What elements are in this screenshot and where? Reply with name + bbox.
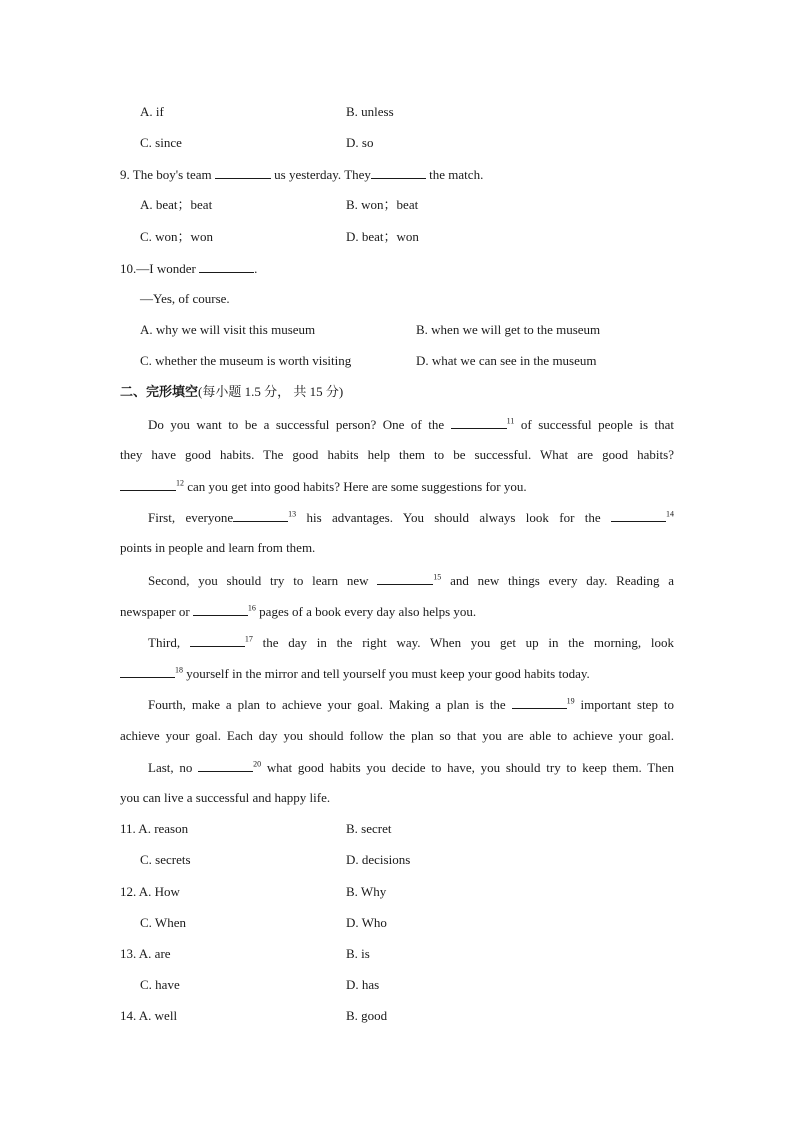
passage-text: the day in the right way. When you get up in the morning, look bbox=[262, 635, 675, 650]
passage-text: important step to bbox=[580, 697, 674, 712]
passage-text: First, everyone bbox=[148, 510, 234, 525]
passage-text: Third, bbox=[148, 635, 181, 650]
blank-16 bbox=[193, 603, 248, 616]
q14-option-a: 14. A. well bbox=[120, 1008, 178, 1023]
blank-11 bbox=[451, 416, 507, 429]
passage-p6-line1 bbox=[120, 759, 674, 776]
passage-text: newspaper or bbox=[120, 604, 190, 619]
section-title: 二、完形填空 bbox=[120, 385, 199, 400]
q10-option-d: D. what we can see in the museum bbox=[416, 353, 597, 368]
passage-text: his advantages. You should always look for the bbox=[306, 510, 601, 525]
q8-option-c: C. since bbox=[140, 135, 182, 150]
q9-blank-1 bbox=[215, 166, 271, 179]
q10-blank bbox=[199, 260, 254, 273]
passage-p5-line1 bbox=[120, 696, 674, 713]
blank-number-11: 11 bbox=[506, 416, 515, 426]
blank-number-16: 16 bbox=[247, 603, 256, 613]
q10-stem bbox=[120, 260, 257, 277]
q10-reply: —Yes, of course. bbox=[140, 291, 230, 306]
passage-p2-line2: points in people and learn from them. bbox=[120, 540, 316, 555]
passage-p1-line2: they have good habits. The good habits help them to be successful. What are good habits? bbox=[120, 447, 674, 462]
passage-p1-line3 bbox=[120, 478, 527, 495]
blank-number-19: 19 bbox=[566, 696, 575, 706]
blank-13 bbox=[233, 509, 288, 522]
blank-14 bbox=[611, 509, 666, 522]
q12-option-c: C. When bbox=[140, 915, 186, 930]
q13-option-a: 13. A. are bbox=[120, 946, 171, 961]
q9-text-part3: the match. bbox=[429, 167, 484, 182]
blank-number-17: 17 bbox=[244, 634, 253, 644]
q9-text-part2: us yesterday. They bbox=[274, 167, 371, 182]
q11-option-a: 11. A. reason bbox=[120, 821, 189, 836]
passage-text: Second, you should try to learn new bbox=[148, 573, 369, 588]
q14-option-b: B. good bbox=[346, 1008, 388, 1023]
q8-option-b: B. unless bbox=[346, 104, 394, 119]
q13-option-c: C. have bbox=[140, 977, 180, 992]
q13-option-b: B. is bbox=[346, 946, 370, 961]
q8-option-d: D. so bbox=[346, 135, 374, 150]
passage-p5-line2: achieve your goal. Each day you should follow the plan so that you are able to achieve your goal. bbox=[120, 728, 674, 743]
passage-p3-line1 bbox=[120, 572, 674, 589]
passage-p6-line2: you can live a successful and happy life. bbox=[120, 790, 331, 805]
passage-p4-line2 bbox=[120, 665, 590, 682]
passage-text: what good habits you decide to have, you should try to keep them. Then bbox=[266, 760, 674, 775]
section-scoring-note: (每小题 1.5 分， 共 15 分) bbox=[198, 384, 344, 399]
q10-option-c: C. whether the museum is worth visiting bbox=[140, 353, 352, 368]
q8-option-a: A. if bbox=[140, 104, 164, 119]
q12-option-d: D. Who bbox=[346, 915, 387, 930]
q12-option-b: B. Why bbox=[346, 884, 387, 899]
blank-20 bbox=[198, 759, 253, 772]
q12-option-a: 12. A. How bbox=[120, 884, 180, 899]
q9-blank-2 bbox=[371, 166, 426, 179]
q11-option-c: C. secrets bbox=[140, 852, 191, 867]
q10-stem-end: . bbox=[254, 261, 258, 276]
blank-17 bbox=[190, 634, 245, 647]
q11-option-d: D. decisions bbox=[346, 852, 411, 867]
passage-p1-line1 bbox=[120, 416, 674, 433]
q9-option-c: C. won；won bbox=[140, 229, 213, 244]
q10-option-a: A. why we will visit this museum bbox=[140, 322, 316, 337]
q9-text-part1: The boy's team bbox=[132, 167, 212, 182]
blank-number-18: 18 bbox=[175, 665, 183, 675]
q11-option-b: B. secret bbox=[346, 821, 392, 836]
q9-number: 9. bbox=[120, 167, 130, 182]
blank-12 bbox=[120, 478, 176, 491]
blank-number-14: 14 bbox=[666, 509, 675, 519]
q10-option-b: B. when we will get to the museum bbox=[416, 322, 601, 337]
passage-text: can you get into good habits? Here are some suggestions for you. bbox=[187, 479, 527, 494]
blank-18 bbox=[120, 665, 175, 678]
passage-p3-line2 bbox=[120, 603, 476, 620]
q9-option-a: A. beat；beat bbox=[140, 197, 213, 212]
passage-text: Last, no bbox=[148, 760, 193, 775]
passage-p2-line1 bbox=[120, 509, 674, 526]
blank-19 bbox=[512, 696, 567, 709]
passage-text: Do you want to be a successful person? One of the bbox=[148, 417, 445, 432]
passage-text: pages of a book every day also helps you. bbox=[259, 604, 477, 619]
section-heading bbox=[120, 384, 343, 401]
q13-option-d: D. has bbox=[346, 977, 380, 992]
passage-text: and new things every day. Reading a bbox=[450, 573, 675, 588]
blank-number-15: 15 bbox=[433, 572, 442, 582]
q9-option-b: B. won；beat bbox=[346, 197, 419, 212]
blank-number-13: 13 bbox=[288, 509, 297, 519]
blank-number-12: 12 bbox=[176, 478, 184, 488]
passage-text: Fourth, make a plan to achieve your goal. Making a plan is the bbox=[148, 697, 506, 712]
blank-15 bbox=[377, 572, 433, 585]
q9-option-d: D. beat；won bbox=[346, 229, 419, 244]
passage-p4-line1 bbox=[120, 634, 674, 651]
passage-text: of successful people is that bbox=[520, 417, 675, 432]
q9-stem bbox=[120, 166, 483, 183]
q10-stem-text: 10.—I wonder bbox=[120, 261, 196, 276]
passage-text: yourself in the mirror and tell yourself you must keep your good habits today. bbox=[186, 666, 590, 681]
blank-number-20: 20 bbox=[253, 759, 262, 769]
